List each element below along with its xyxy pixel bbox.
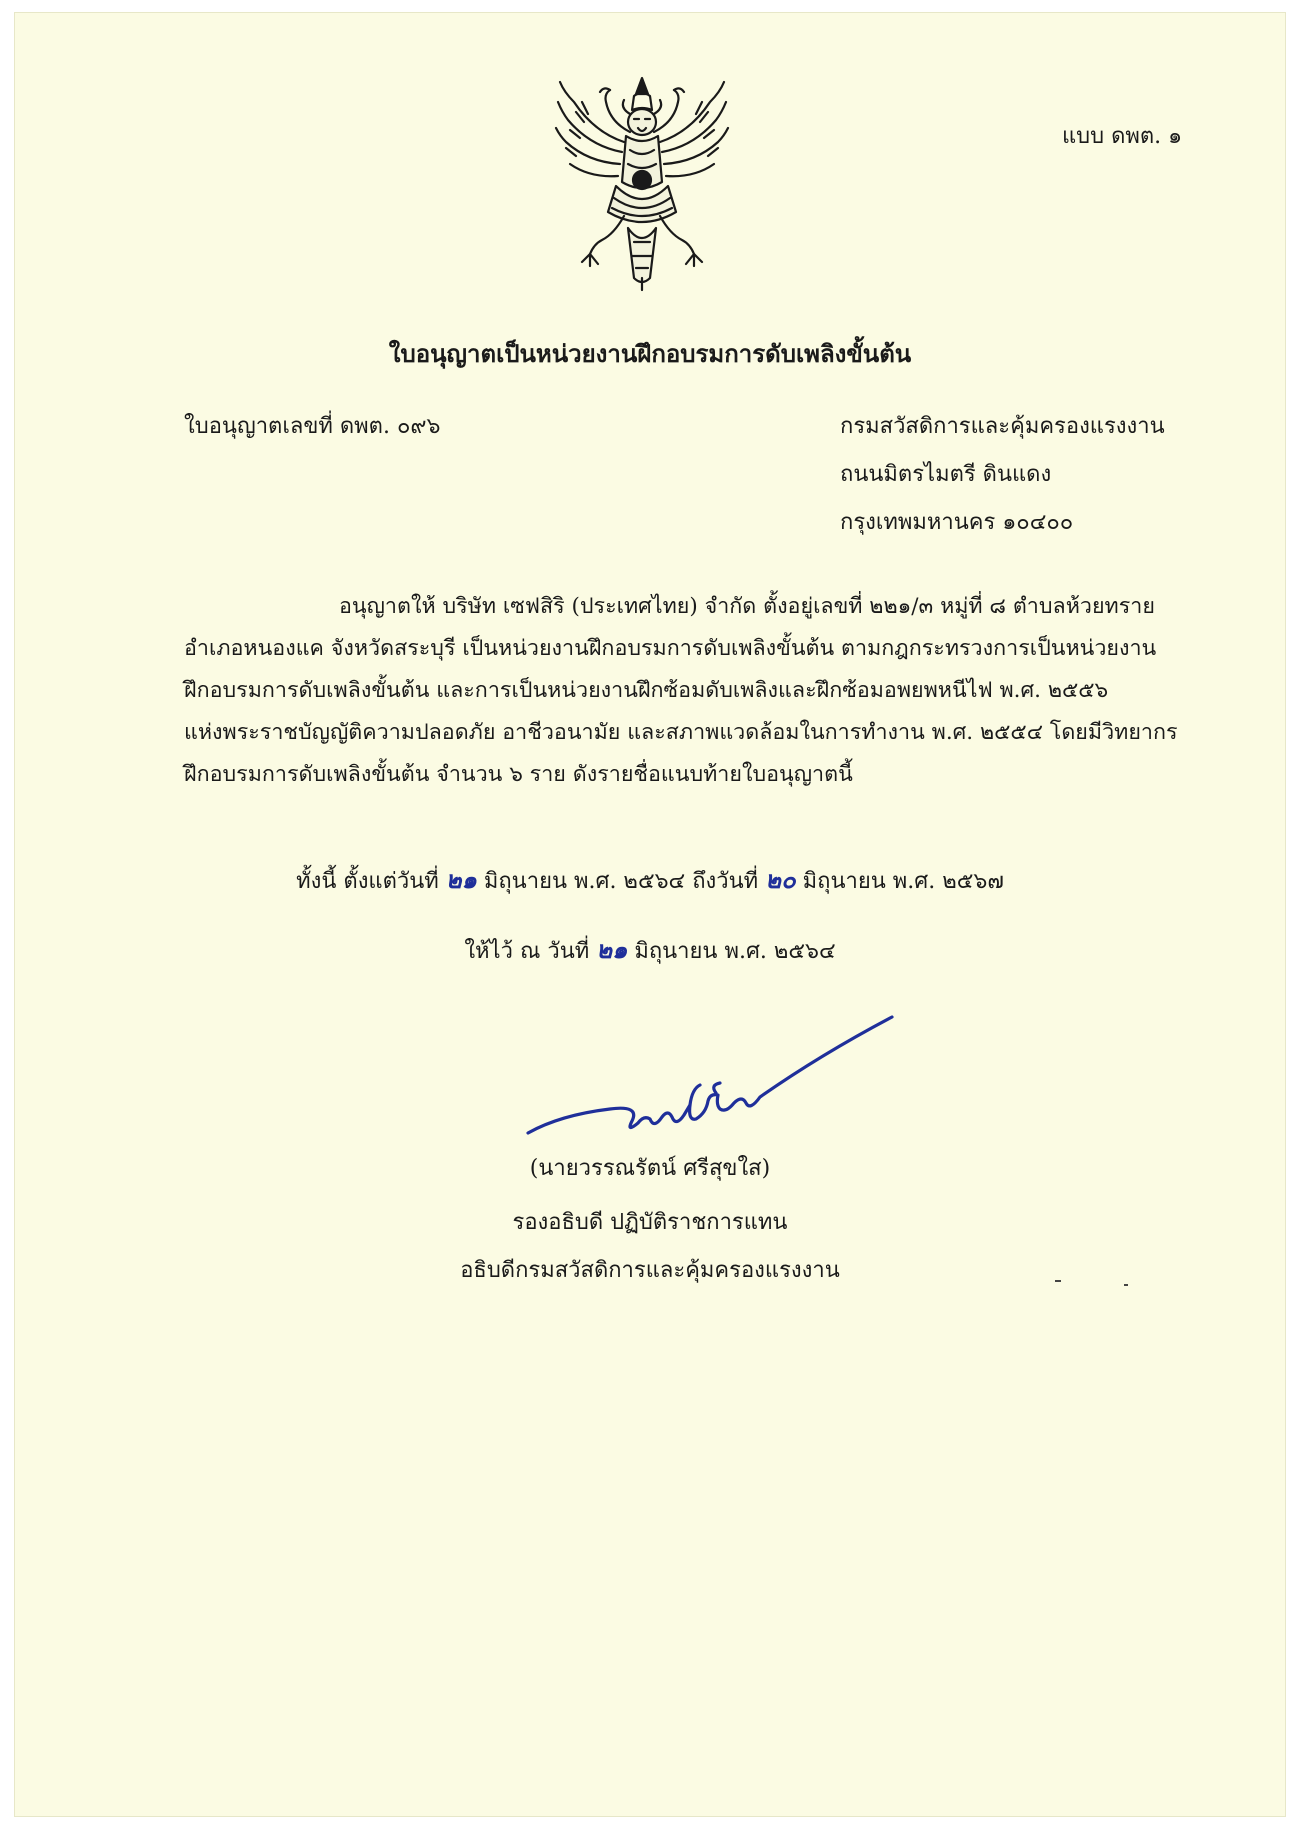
license-number: ใบอนุญาตเลขที่ ดพต. ๐๙๖: [184, 414, 441, 439]
signatory-name: (นายวรรณรัตน์ ศรีสุขใส): [529, 1156, 771, 1181]
validity-end-day: ๒๐: [765, 866, 796, 894]
garuda-emblem-icon: [554, 72, 730, 292]
validity-period: [0, 860, 1300, 899]
signature-icon: [520, 1005, 900, 1155]
page-title: ใบอนุญาตเป็นหน่วยงานฝึกอบรมการดับเพลิงขั้นต้น: [388, 339, 912, 368]
body-line: ฝึกอบรมการดับเพลิงขั้นต้น และการเป็นหน่วยงานฝึกซ้อมดับเพลิงและฝึกซ้อมอพยพหนีไฟ พ.ศ. ๒๕๕๖: [184, 678, 1109, 703]
validity-start-rest: มิถุนายน พ.ศ. ๒๕๖๔ ถึงวันที่: [476, 869, 766, 894]
signatory-position: รองอธิบดี ปฏิบัติราชการแทน: [512, 1210, 788, 1235]
body-line: อำเภอหนองแค จังหวัดสระบุรี เป็นหน่วยงานฝึกอบรมการดับเพลิงขั้นต้น ตามกฎกระทรวงการเป็นหน่วยงาน: [184, 636, 1157, 661]
paper-speck: [1055, 1280, 1061, 1282]
issue-date-rest: มิถุนายน พ.ศ. ๒๕๖๔: [627, 939, 836, 964]
validity-end-rest: มิถุนายน พ.ศ. ๒๕๖๗: [795, 869, 1004, 894]
body-line: แห่งพระราชบัญญัติความปลอดภัย อาชีวอนามัย และสภาพแวดล้อมในการทำงาน พ.ศ. ๒๕๕๔ โดยมีวิทยากร: [184, 720, 1178, 745]
body-line: อนุญาตให้ บริษัท เซฟสิริ (ประเทศไทย) จำกัด ตั้งอยู่เลขที่ ๒๒๑/๓ หมู่ที่ ๘ ตำบลห้วยทราย: [339, 594, 1155, 619]
issue-day: ๒๑: [596, 936, 628, 964]
validity-start-day: ๒๑: [445, 866, 477, 894]
issuer-address-line: กรุงเทพมหานคร ๑๐๔๐๐: [840, 510, 1074, 535]
issuer-address-line: กรมสวัสดิการและคุ้มครองแรงงาน: [840, 414, 1165, 439]
issuer-address-line: ถนนมิตรไมตรี ดินแดง: [840, 462, 1052, 487]
paper-speck: [1124, 1284, 1128, 1286]
issue-date-prefix: ให้ไว้ ณ วันที่: [464, 939, 597, 964]
form-code: แบบ ดพต. ๑: [1062, 124, 1183, 149]
body-line: ฝึกอบรมการดับเพลิงขั้นต้น จำนวน ๖ ราย ดังรายชื่อแนบท้ายใบอนุญาตนี้: [184, 762, 853, 787]
license-body: [184, 586, 1184, 796]
issue-date: [0, 930, 1300, 969]
signatory-position: อธิบดีกรมสวัสดิการและคุ้มครองแรงงาน: [460, 1258, 840, 1283]
validity-prefix: ทั้งนี้ ตั้งแต่วันที่: [296, 869, 446, 894]
